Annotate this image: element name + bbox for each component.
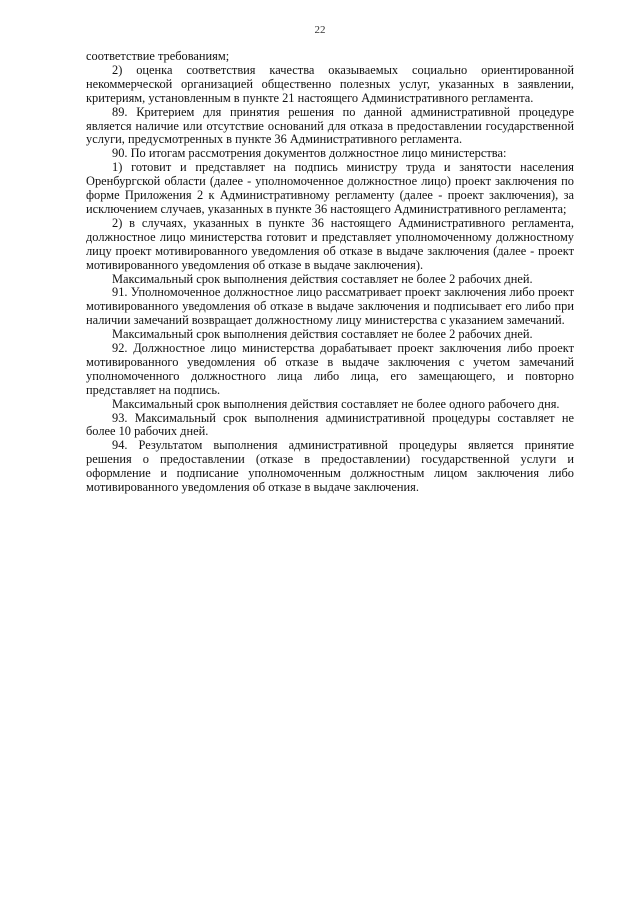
paragraph: Максимальный срок выполнения действия составляет не более одного рабочего дня.	[112, 396, 560, 411]
paragraph: Максимальный срок выполнения действия составляет не более 2 рабочих дней.	[112, 271, 533, 286]
paragraph: 92. Должностное лицо министерства дорабатывает проект заключения либо проект мотивированного уведомления об отказе в выдаче заключения с учетом замечаний уполномоченного должностного лица либо лица, его замещающего, и повторно представляет на подпись.	[86, 341, 574, 397]
paragraph: 2) оценка соответствия качества оказываемых социально ориентированной некоммерческой организацией общественно полезных услуг, указанных в заявлении, критериям, установленным в пункте 21 настоящего Административного регламента.	[86, 62, 574, 105]
paragraph: 90. По итогам рассмотрения документов должностное лицо министерства:	[112, 146, 507, 161]
paragraph: 1) готовит и представляет на подпись министру труда и занятости населения Оренбургской области (далее - уполномоченное должностное лицо) проект заключения по форме Приложения 2 к Административному регламенту (далее - проект заключения), за исключением случаев, указанных в пункте 36 настоящего Административного регламента;	[86, 160, 574, 216]
paragraph: Максимальный срок выполнения действия составляет не более 2 рабочих дней.	[112, 327, 533, 342]
paragraph: 91. Уполномоченное должностное лицо рассматривает проект заключения либо проект мотивированного уведомления об отказе в выдаче заключения и подписывает его либо при наличии замечаний возвращает должностному лицу министерства с указанием замечаний.	[86, 285, 574, 328]
document-body	[86, 50, 574, 495]
paragraph: соответствие требованиям;	[86, 49, 230, 63]
paragraph: 93. Максимальный срок выполнения административной процедуры составляет не более 10 рабочих дней.	[86, 410, 574, 439]
page-number: 22	[314, 24, 326, 36]
paragraph: 89. Критерием для принятия решения по данной административной процедуре является наличие или отсутствие оснований для отказа в предоставлении государственной услуги, предусмотренных в пункте 36 Административного регламента.	[86, 104, 574, 147]
paragraph: 2) в случаях, указанных в пункте 36 настоящего Административного регламента, должностное лицо министерства готовит и представляет уполномоченному должностному лицу проект мотивированного уведомления об отказе в выдаче заключения (далее - проект мотивированного уведомления об отказе в выдаче заключения).	[86, 215, 574, 272]
paragraph: 94. Результатом выполнения административной процедуры является принятие решения о предоставлении (отказе в предоставлении) государственной услуги и оформление и подписание уполномоченным должностным лицом заключения либо мотивированного уведомления об отказе в выдаче заключения.	[86, 438, 574, 495]
